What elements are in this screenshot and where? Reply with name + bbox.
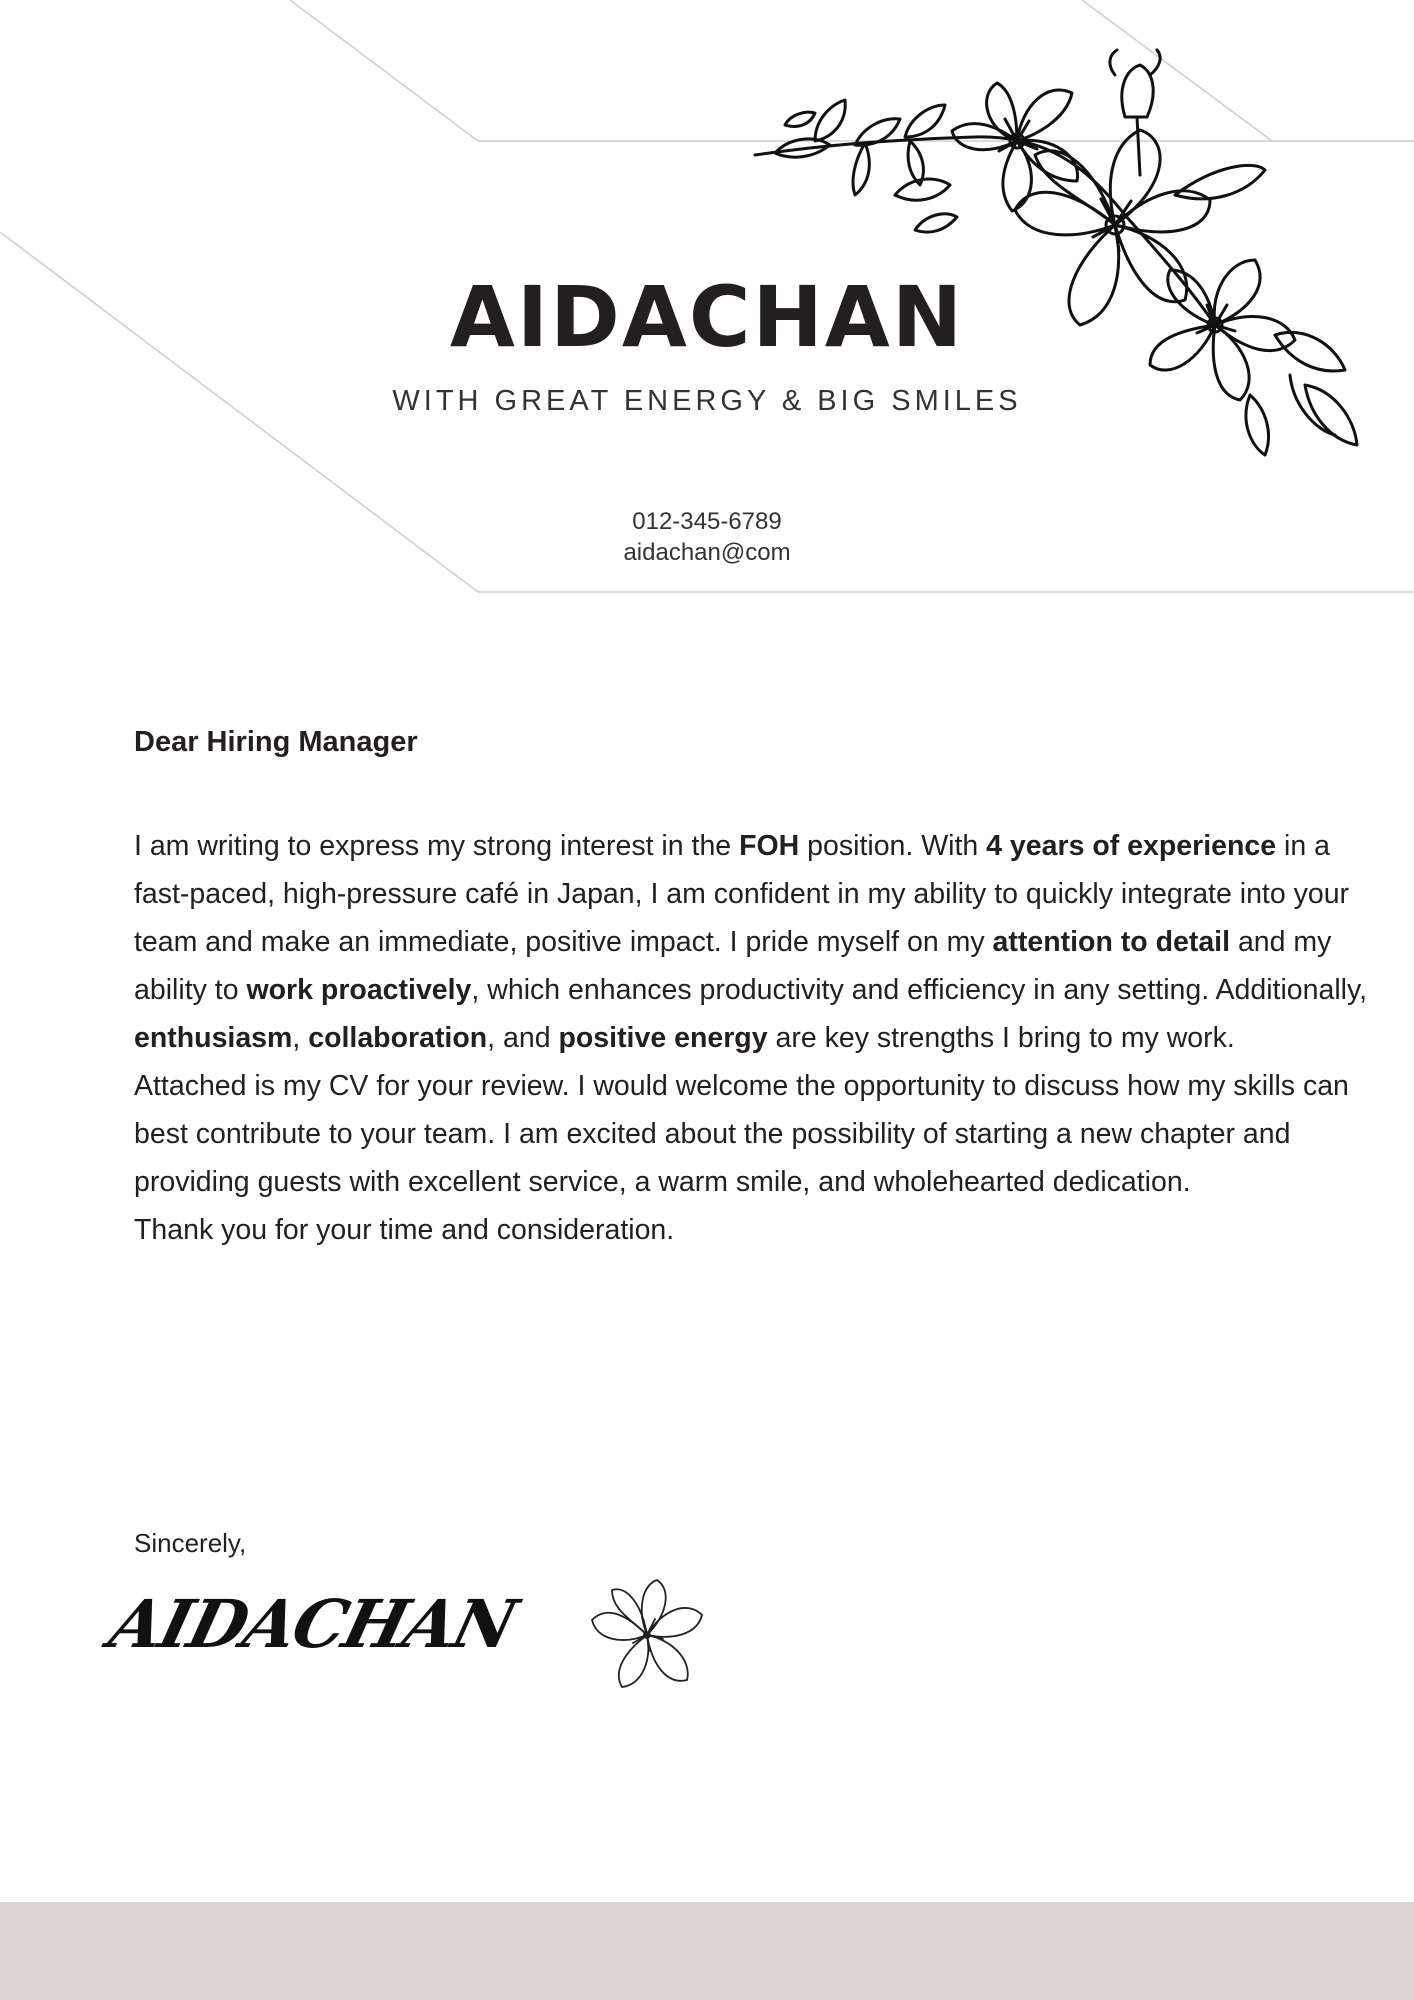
text-run: , which enhances productivity and efficiency in any setting. Additionally, (471, 974, 1368, 1006)
text-run: , (292, 1022, 309, 1054)
greeting: Dear Hiring Manager (134, 726, 418, 758)
closing: Sincerely, (134, 1528, 247, 1558)
email-address: aidachan@com (623, 539, 791, 566)
text-run: and my ability to (134, 926, 1332, 1006)
text-run: in a fast-paced, high-pressure café in Japan, I am confident in my ability to quickly integrate into your team and make an immediate, positive impact. I pride myself on my (134, 830, 1350, 958)
phone-number: 012-345-6789 (632, 508, 782, 535)
signature: AIDACHAN (102, 1585, 523, 1663)
applicant-name: AIDACHAN (449, 268, 965, 366)
highlight-positive-energy: positive energy (558, 1022, 768, 1054)
highlight-collaboration: collaboration (308, 1022, 488, 1054)
footer-band (0, 1902, 1414, 2000)
text-run: I am writing to express my strong interest in the (134, 830, 740, 862)
highlight-attention-to-detail: attention to detail (992, 926, 1231, 958)
paragraph-thanks: Thank you for your time and consideration. (134, 1214, 675, 1246)
text-run: , and (487, 1022, 559, 1054)
highlight-experience: 4 years of experience (986, 830, 1277, 862)
paragraph-cv: Attached is my CV for your review. I would welcome the opportunity to discuss how my skills can best contribute to your team. I am excited about the possibility of starting a new chapter and providing guests with excellent service, a warm smile, and wholehearted dedication. (134, 1070, 1349, 1198)
letter-body (134, 822, 1374, 1254)
highlight-enthusiasm: enthusiasm (134, 1022, 293, 1054)
highlight-work-proactively: work proactively (246, 974, 472, 1006)
highlight-foh: FOH (739, 830, 800, 862)
text-run: position. With (799, 830, 987, 862)
paragraph-intro (134, 822, 1374, 1062)
contact-block (0, 506, 1414, 568)
tagline: WITH GREAT ENERGY & BIG SMILES (392, 385, 1022, 417)
text-run: are key strengths I bring to my work. (767, 1022, 1235, 1054)
flower-icon (585, 1573, 710, 1698)
